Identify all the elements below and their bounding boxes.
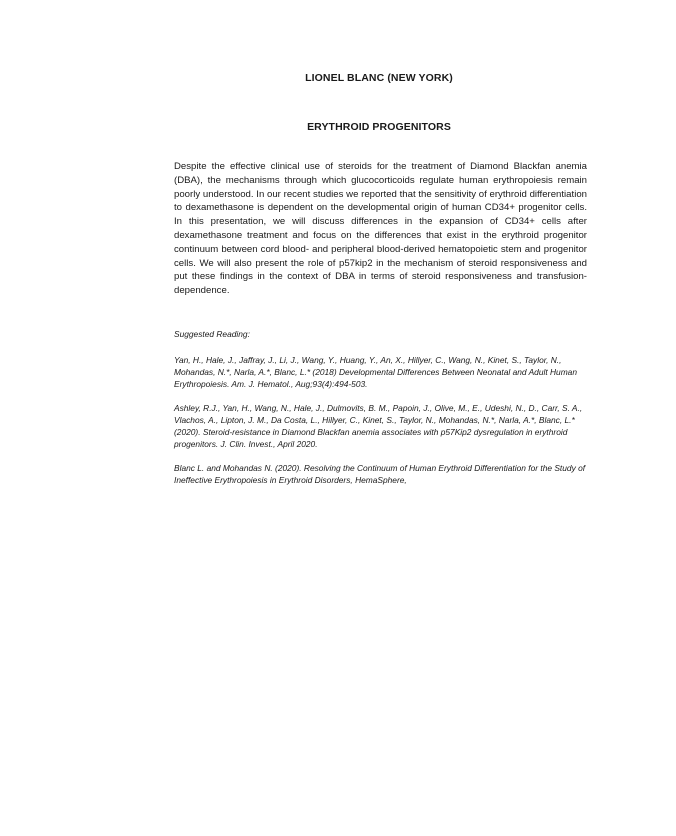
talk-title: ERYTHROID PROGENITORS — [307, 121, 451, 133]
speaker-name: LIONEL BLANC (NEW YORK) — [305, 72, 453, 84]
suggested-reading-section — [174, 328, 589, 498]
abstract-paragraph: Despite the effective clinical use of steroids for the treatment of Diamond Blackfan anemia (DBA), the mechanisms through which glucocorticoids regulate human erythropoiesis remain poorly understood. In our recent studies we reported that the sensitivity of erythroid differentiation to dexamethasone is dependent on the developmental origin of human CD34+ progenitor cells. In this presentation, we will discuss differences in the expansion of CD34+ cells after dexamethasone treatment and focus on the differences that exist in the erythroid progenitor continuum between cord blood- and peripheral blood-derived hematopoietic stem and progenitor cells. We will also present the role of p57kip2 in the mechanism of steroid responsiveness and put these findings in the context of DBA in terms of steroid responsiveness and transfusion-dependence. — [174, 161, 587, 297]
suggested-reading-heading: Suggested Reading: — [174, 329, 250, 339]
reference-item: Ashley, R.J., Yan, H., Wang, N., Hale, J., Dulmovits, B. M., Papoin, J., Olive, M., E., Udeshi, N., D., Carr, S. A., Vlachos, A., Lipton, J. M., Da Costa, L., Hillyer, C., Kinet, S., Taylor, N., Mohandas, N.*, Narla, A.*, Blanc, L.* (2020). Steroid-resistance in Diamond Blackfan anemia associates with p57Kip2 dysregulation in erythroid progenitors. J. Clin. Invest., April 2020. — [174, 403, 583, 449]
reference-item: Blanc L. and Mohandas N. (2020). Resolving the Continuum of Human Erythroid Differentiation for the Study of Ineffective Erythropoiesis in Erythroid Disorders, HemaSphere, — [174, 463, 586, 485]
reference-item: Yan, H., Hale, J., Jaffray, J., Li, J., Wang, Y., Huang, Y., An, X., Hillyer, C., Wang, N., Kinet, S., Taylor, N., Mohandas, N.*, Narla, A.*, Blanc, L.* (2018) Developmental Differences Between Neonatal and Adult Human Erythropoiesis. Am. J. Hematol., Aug;93(4):494-503. — [174, 355, 577, 389]
